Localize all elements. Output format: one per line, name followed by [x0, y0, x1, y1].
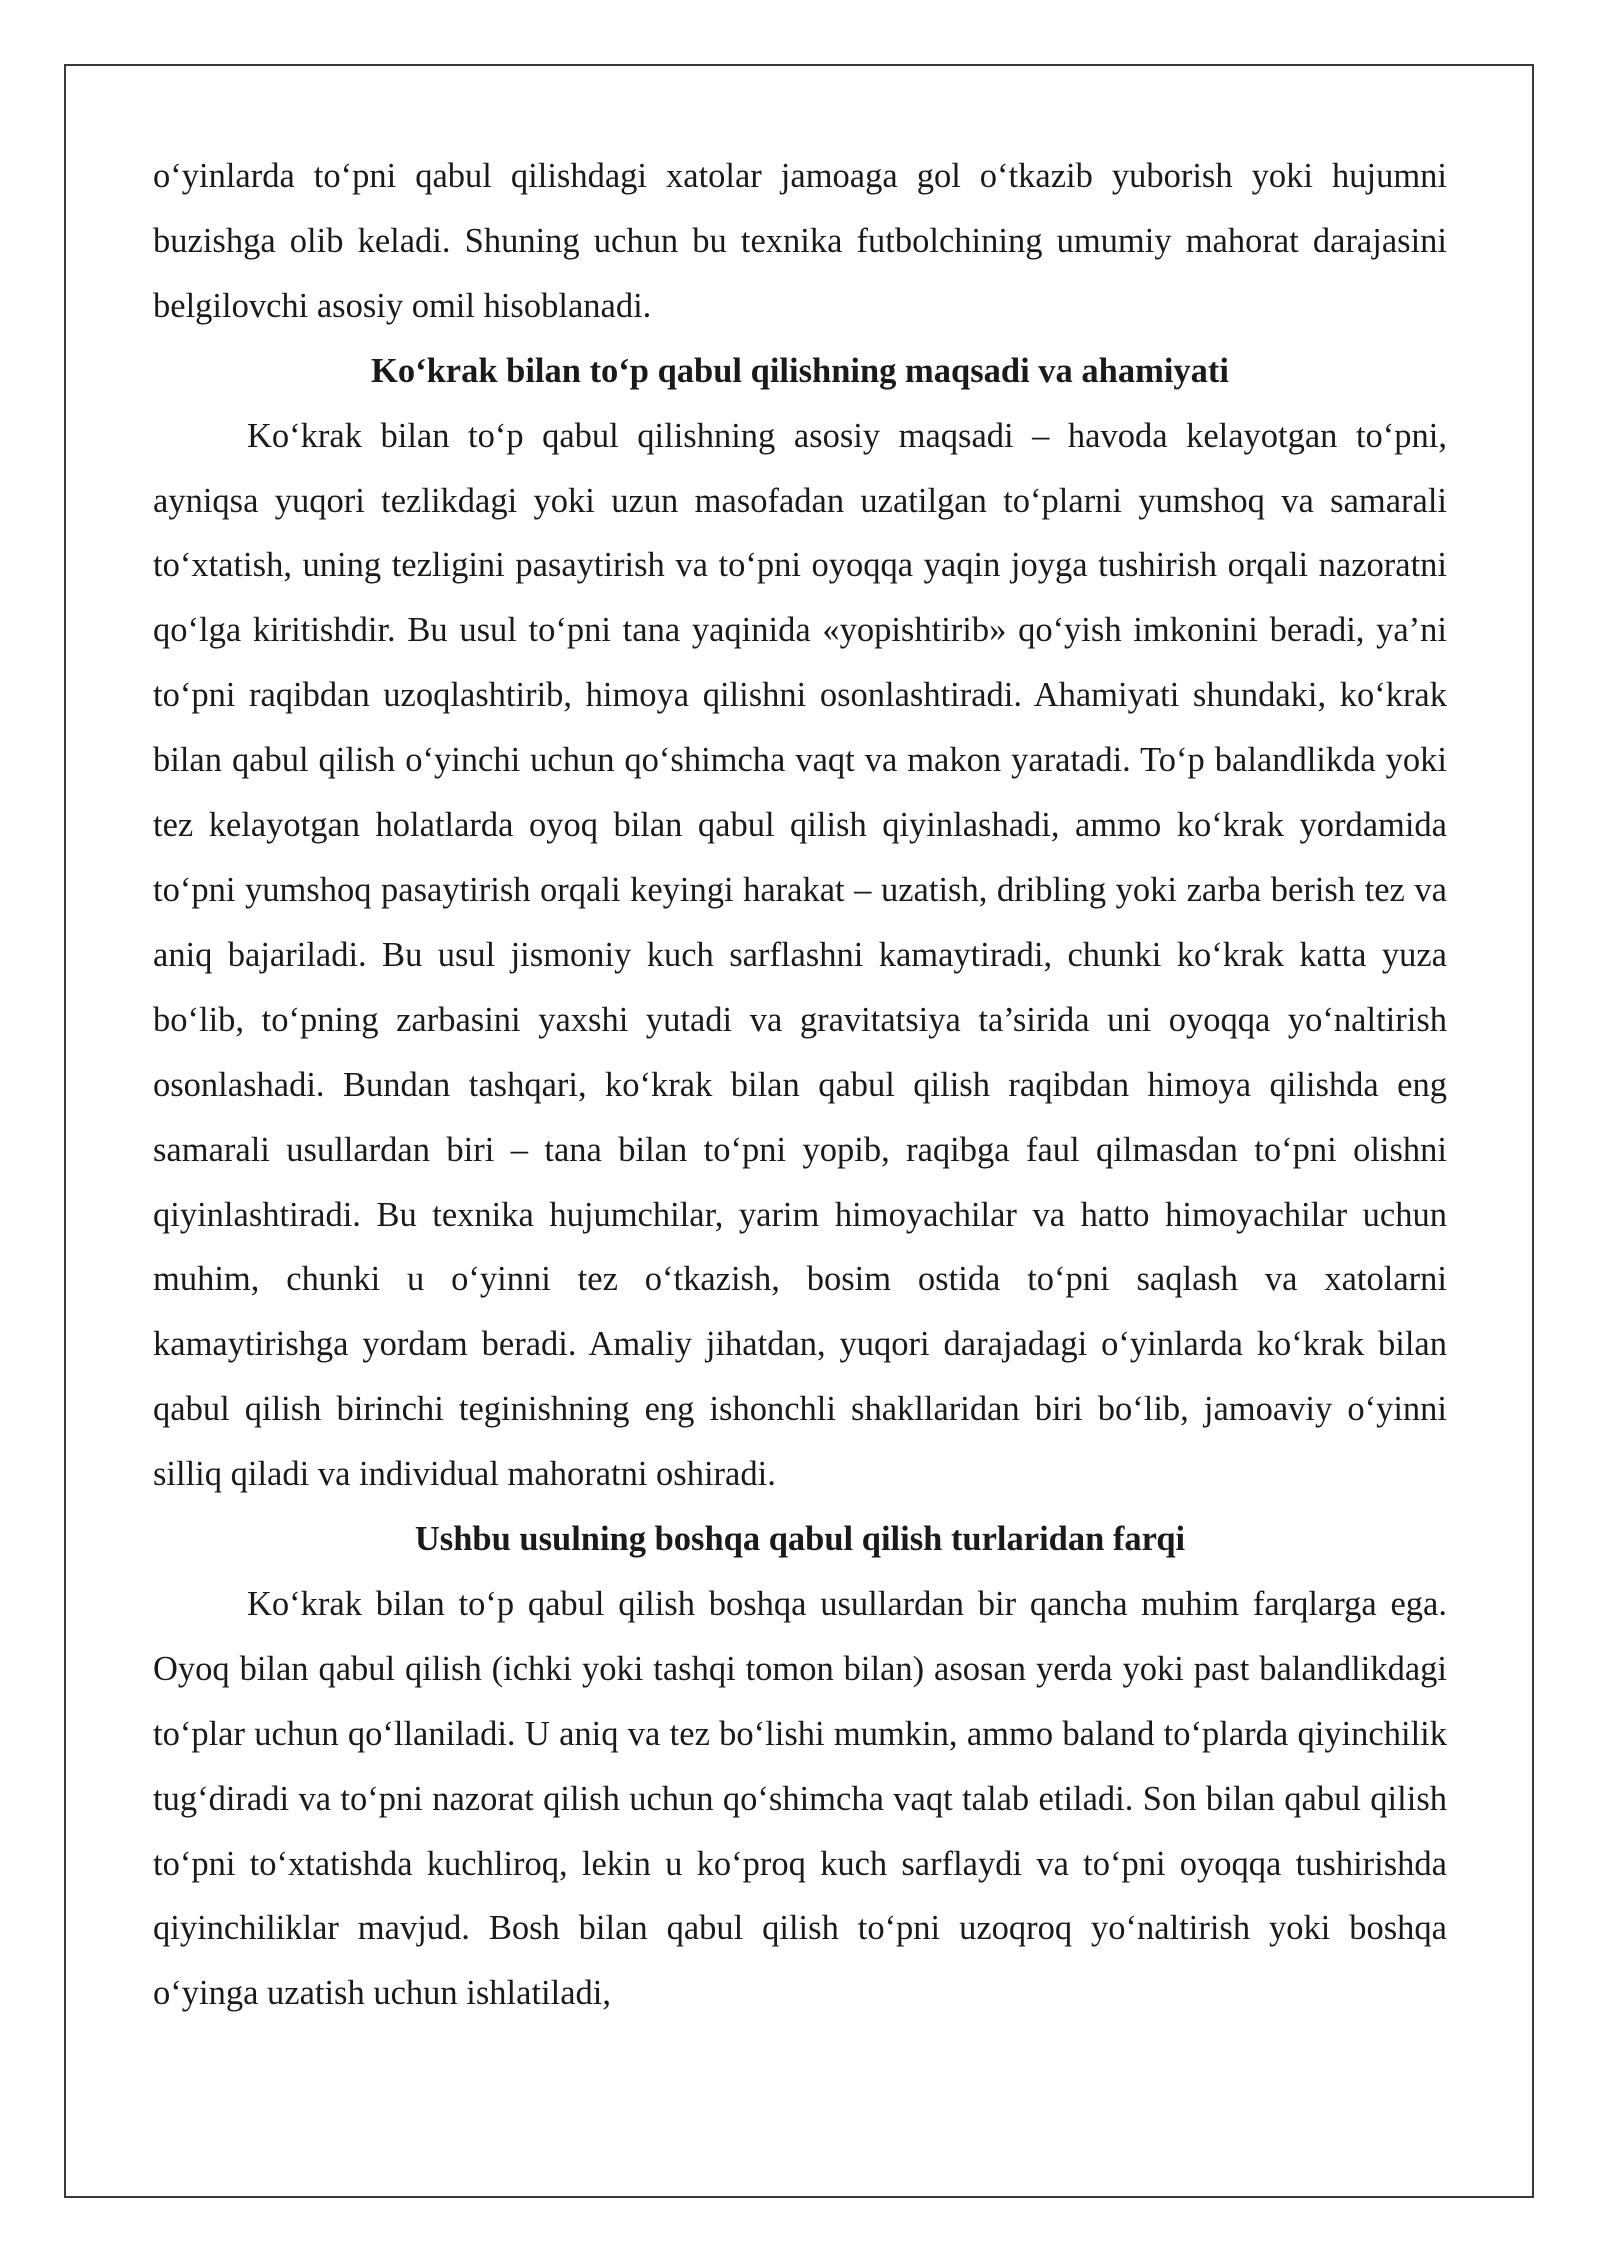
- paragraph-continuation: o‘yinlarda to‘pni qabul qilishdagi xatolar jamoaga gol o‘tkazib yuborish yoki hujumni buzishga olib keladi. Shuning uchun bu texnika futbolchining umumiy mahorat darajasini belgilovchi asosiy omil hisoblanadi.: [153, 157, 1447, 325]
- paragraph-purpose: Ko‘krak bilan to‘p qabul qilishning asosiy maqsadi – havoda kelayotgan to‘pni, ayniqsa yuqori tezlikdagi yoki uzun masofadan uzatilgan to‘plarni yumshoq va samarali to‘xtatish, uning tezligini pasaytirish va to‘pni oyoqqa yaqin joyga tushirish orqali nazoratni qo‘lga kiritishdir. Bu usul to‘pni tana yaqinida «yopishtirib» qo‘yish imkonini beradi, ya’ni to‘pni raqibdan uzoqlashtirib, himoya qilishni osonlashtiradi. Ahamiyati shundaki, ko‘krak bilan qabul qilish o‘yinchi uchun qo‘shimcha vaqt va makon yaratadi. To‘p balandlikda yoki tez kelayotgan holatlarda oyoq bilan qabul qilish qiyinlashadi, ammo ko‘krak yordamida to‘pni yumshoq pasaytirish orqali keyingi harakat – uzatish, dribling yoki zarba berish tez va aniq bajariladi. Bu usul jismoniy kuch sarflashni kamaytiradi, chunki ko‘krak katta yuza bo‘lib, to‘pning zarbasini yaxshi yutadi va gravitatsiya ta’sirida uni oyoqqa yo‘naltirish osonlashadi. Bundan tashqari, ko‘krak bilan qabul qilish raqibdan himoya qilishda eng samarali usullardan biri – tana bilan to‘pni yopib, raqibga faul qilmasdan to‘pni olishni qiyinlashtiradi. Bu texnika hujumchilar, yarim himoyachilar va hatto himoyachilar uchun muhim, chunki u o‘yinni tez o‘tkazish, bosim ostida to‘pni saqlash va xatolarni kamaytirishga yordam beradi. Amaliy jihatdan, yuqori darajadagi o‘yinlarda ko‘krak bilan qabul qilish birinchi teginishning eng ishonchli shakllaridan biri bo‘lib, jamoaviy o‘yinni silliq qiladi va individual mahoratni oshiradi.: [153, 416, 1447, 1494]
- document-body: [153, 144, 1447, 2026]
- section-heading-purpose: Ko‘krak bilan to‘p qabul qilishning maqsadi va ahamiyati: [371, 351, 1229, 390]
- paragraph-difference: Ko‘krak bilan to‘p qabul qilish boshqa usullardan bir qancha muhim farqlarga ega. Oyoq bilan qabul qilish (ichki yoki tashqi tomon bilan) asosan yerda yoki past balandlikdagi to‘plar uchun qo‘llaniladi. U aniq va tez bo‘lishi mumkin, ammo baland to‘plarda qiyinchilik tug‘diradi va to‘pni nazorat qilish uchun qo‘shimcha vaqt talab etiladi. Son bilan qabul qilish to‘pni to‘xtatishda kuchliroq, lekin u ko‘proq kuch sarflaydi va to‘pni oyoqqa tushirishda qiyinchiliklar mavjud. Bosh bilan qabul qilish to‘pni uzoqroq yo‘naltirish yoki boshqa o‘yinga uzatish uchun ishlatiladi,: [153, 1584, 1447, 2013]
- section-heading-difference: Ushbu usulning boshqa qabul qilish turlaridan farqi: [414, 1520, 1186, 1559]
